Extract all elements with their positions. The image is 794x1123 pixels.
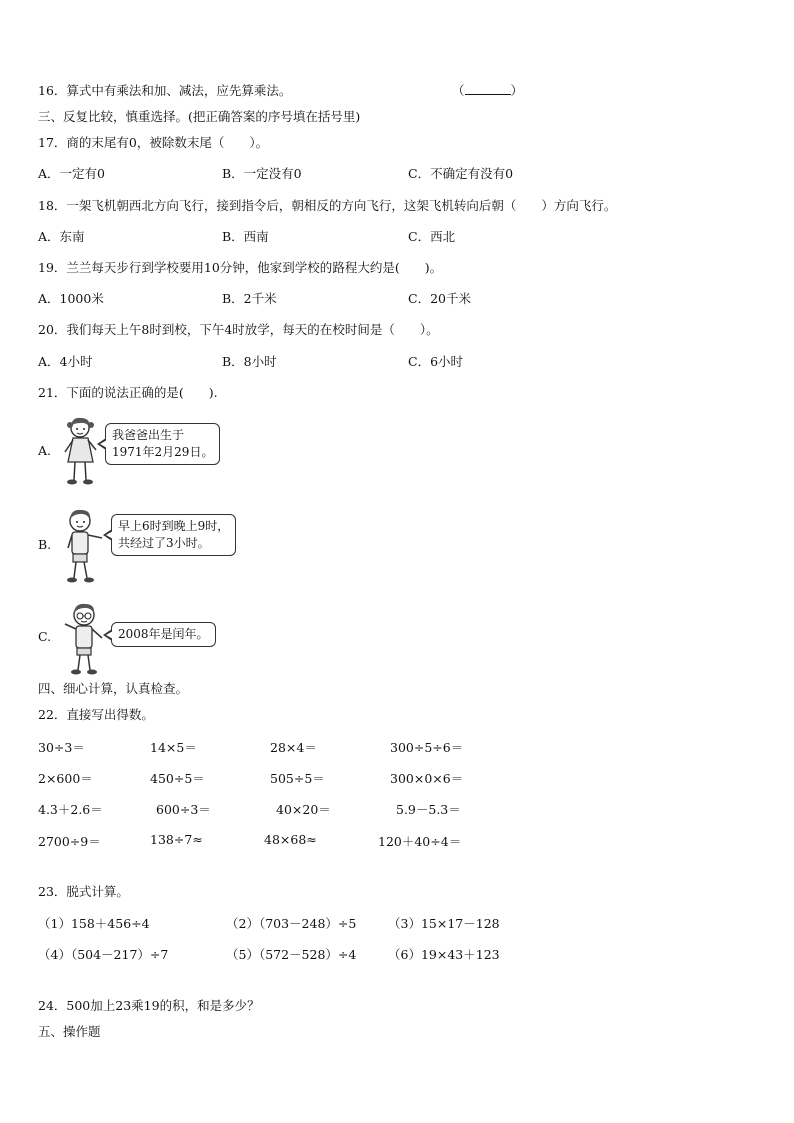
long-calc-item: （2）（703－248）÷5 bbox=[226, 916, 357, 931]
blank-line bbox=[465, 82, 511, 95]
calc-item: 40×20＝ bbox=[276, 802, 331, 817]
section-5-heading: 五、操作题 bbox=[38, 1024, 101, 1039]
q21-option-a-label[interactable]: A. bbox=[38, 443, 52, 458]
boy-illustration-icon bbox=[62, 508, 108, 584]
calc-item: 120＋40÷4＝ bbox=[378, 834, 462, 849]
q18-option-a[interactable]: A．东南 bbox=[38, 229, 85, 244]
question-16-text: 16．算式中有乘法和加、减法，应先算乘法。 bbox=[38, 83, 292, 98]
q18-option-b[interactable]: B．西南 bbox=[222, 229, 269, 244]
long-calc-item: （4）（504－217）÷7 bbox=[38, 947, 169, 962]
speech-a-line-1: 我爸爸出生于 bbox=[112, 428, 185, 442]
speech-bubble-a bbox=[105, 423, 220, 465]
speech-bubble-c bbox=[111, 622, 216, 647]
speech-a-line-2: 1971年2月29日。 bbox=[112, 445, 214, 459]
calc-item: 30÷3＝ bbox=[38, 740, 85, 755]
calc-item: 450÷5＝ bbox=[150, 771, 205, 786]
q19-option-a[interactable]: A．1000米 bbox=[38, 291, 104, 306]
long-calc-item: （3）15×17－128 bbox=[388, 916, 500, 931]
speech-bubble-b bbox=[111, 514, 236, 556]
q17-option-c[interactable]: C．不确定有没有0 bbox=[408, 166, 514, 181]
calc-item: 300÷5÷6＝ bbox=[390, 740, 464, 755]
question-23: 23．脱式计算。 bbox=[38, 884, 129, 899]
question-22: 22．直接写出得数。 bbox=[38, 707, 154, 722]
calc-item: 48×68≈ bbox=[264, 832, 317, 847]
boy-glasses-illustration-icon bbox=[62, 602, 108, 676]
calc-item: 2×600＝ bbox=[38, 771, 93, 786]
q19-option-c[interactable]: C．20千米 bbox=[408, 291, 471, 306]
question-17: 17．商的末尾有0，被除数末尾（ ）。 bbox=[38, 135, 269, 150]
q20-option-b[interactable]: B．8小时 bbox=[222, 354, 277, 369]
long-calc-item: （5）（572－528）÷4 bbox=[226, 947, 357, 962]
calc-item: 4.3＋2.6＝ bbox=[38, 802, 103, 817]
question-24: 24．500加上23乘19的积，和是多少？ bbox=[38, 998, 260, 1013]
question-21: 21．下面的说法正确的是( ). bbox=[38, 385, 218, 400]
question-20: 20．我们每天上午8时到校，下午4时放学，每天的在校时间是（ ）。 bbox=[38, 322, 439, 337]
long-calc-item: （1）158＋456÷4 bbox=[38, 916, 150, 931]
answer-blank-16[interactable]: （ ） bbox=[452, 83, 524, 98]
question-19: 19．兰兰每天步行到学校要用10分钟，他家到学校的路程大约是( )。 bbox=[38, 260, 443, 275]
girl-illustration-icon bbox=[62, 416, 102, 488]
speech-b-line-1: 早上6时到晚上9时， bbox=[118, 519, 230, 533]
calc-item: 28×4＝ bbox=[270, 740, 317, 755]
calc-item: 5.9－5.3＝ bbox=[396, 802, 461, 817]
speech-c-line-1: 2008年是闰年。 bbox=[118, 627, 209, 641]
speech-b-line-2: 共经过了3小时。 bbox=[118, 536, 210, 550]
q21-option-b-label[interactable]: B. bbox=[38, 537, 52, 552]
question-18: 18．一架飞机朝西北方向飞行，接到指令后，朝相反的方向飞行，这架飞机转向后朝（ ）方向飞行。 bbox=[38, 198, 617, 213]
q17-option-b[interactable]: B．一定没有0 bbox=[222, 166, 302, 181]
q20-option-c[interactable]: C．6小时 bbox=[408, 354, 464, 369]
question-16 bbox=[38, 82, 291, 100]
calc-item: 505÷5＝ bbox=[270, 771, 325, 786]
section-3-heading: 三、反复比较，慎重选择。(把正确答案的序号填在括号里) bbox=[38, 109, 361, 124]
q21-option-c-label[interactable]: C. bbox=[38, 629, 52, 644]
q19-option-b[interactable]: B．2千米 bbox=[222, 291, 277, 306]
calc-item: 14×5＝ bbox=[150, 740, 197, 755]
q20-option-a[interactable]: A．4小时 bbox=[38, 354, 93, 369]
calc-item: 138÷7≈ bbox=[150, 832, 203, 847]
long-calc-item: （6）19×43＋123 bbox=[388, 947, 500, 962]
calc-item: 2700÷9＝ bbox=[38, 834, 101, 849]
calc-item: 600÷3＝ bbox=[156, 802, 211, 817]
q17-option-a[interactable]: A．一定有0 bbox=[38, 166, 105, 181]
calc-item: 300×0×6＝ bbox=[390, 771, 464, 786]
section-4-heading: 四、细心计算，认真检查。 bbox=[38, 681, 189, 696]
q18-option-c[interactable]: C．西北 bbox=[408, 229, 456, 244]
